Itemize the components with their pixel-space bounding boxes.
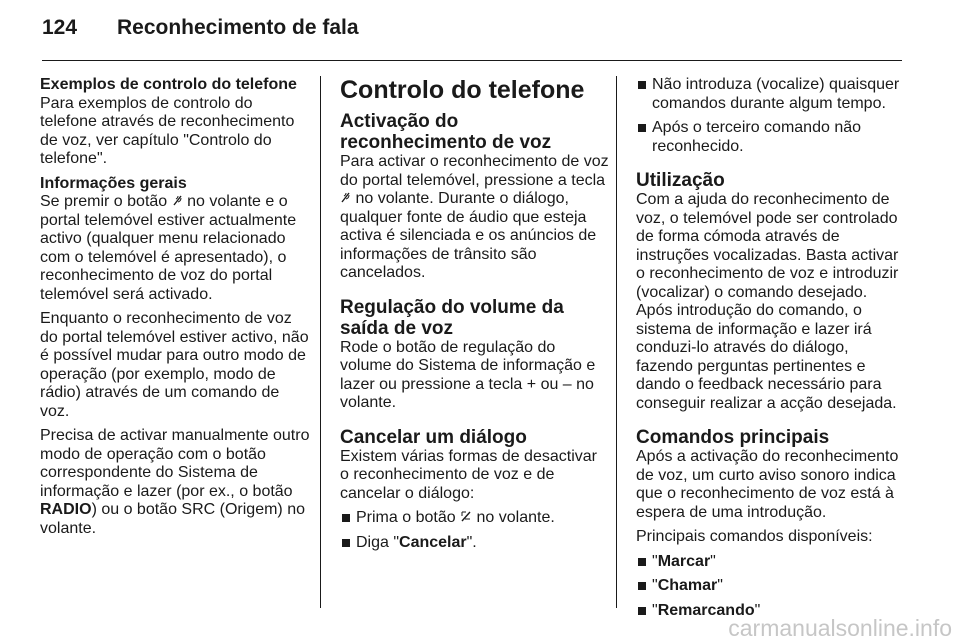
- cancel-list-continued: [636, 76, 906, 156]
- volume-text: Rode o botão de regulação do volume do Sistema de informação e lazer ou pressione a tecla + ou – no volante.: [340, 338, 596, 411]
- text-span: Não introduza (vocalize) quaisquer comandos durante algum tempo.: [652, 76, 900, 112]
- quote-mark: ": [710, 552, 716, 570]
- examples-text: Para exemplos de controlo do telefone através de reconhecimento de voz, ver capítulo "Controlo do telefone".: [40, 94, 295, 167]
- watermark: carmanualsonline.info: [728, 615, 952, 641]
- section-title: Controlo do telefone: [340, 76, 585, 104]
- text-span: no volante e o portal telemóvel estiver actualmente activo (qualquer menu relacionado com o telemóvel é apresentado), o reconhecimento de voz do portal telemóvel será activado.: [40, 193, 297, 303]
- bullet: [638, 124, 646, 132]
- volume-heading: Regulação do volume da saída de voz: [340, 296, 564, 339]
- list-item: [340, 534, 610, 553]
- quote-mark: ": [652, 577, 658, 594]
- command-remarcando: Remarcando: [657, 601, 755, 619]
- radio-button-label: RADIO: [40, 501, 92, 518]
- list-item: [636, 577, 906, 596]
- examples-heading: Exemplos de controlo do telefone: [40, 76, 297, 93]
- commands-text: Após a activação do reconhecimento de voz, um curto aviso sonoro indica que o reconhecimento de voz está à espera de uma introdução.: [636, 448, 899, 521]
- header-rule: [42, 60, 902, 61]
- page-header: [42, 16, 922, 48]
- text-span: ".: [466, 533, 477, 551]
- info-paragraph-1: [40, 193, 310, 304]
- column-divider: [320, 76, 321, 608]
- phone-hangup-icon: [460, 510, 472, 523]
- command-cancelar: Cancelar: [399, 533, 467, 551]
- bullet: [342, 514, 350, 522]
- info-paragraph-2: Enquanto o reconhecimento de voz do portal telemóvel estiver activo, não é possível mudar para outro modo de operação (por exemplo, modo de rádio) através de um comando de voz.: [40, 310, 309, 420]
- quote-mark: ": [652, 552, 658, 570]
- usage-text: Com a ajuda do reconhecimento de voz, o telemóvel pode ser controlado de forma cómoda através de instruções vocalizadas. Basta activar o reconhecimento de voz e introduzir (vocalizar) o comando desejado. Após introdução do comando, o sistema de informação e lazer irá conduzi-lo através do diálogo, fazendo perguntas pertinentes e dando o feedback necessário para conseguir realizar a acção desejada.: [636, 191, 899, 412]
- list-item: [636, 119, 906, 156]
- text-span: Precisa de activar manualmente outro modo de operação com o botão correspondente do Sistema de informação e lazer (por ex., o botão: [40, 427, 310, 500]
- chapter-title: Reconhecimento de fala: [117, 16, 359, 39]
- column-2: [340, 76, 610, 558]
- page-number: 124: [42, 16, 78, 39]
- quote-mark: ": [652, 601, 658, 619]
- text-span: Para activar o reconhecimento de voz do portal telemóvel, pressione a tecla: [340, 153, 609, 189]
- text-span: Se premir o botão: [40, 193, 172, 210]
- list-item: [340, 509, 610, 528]
- column-3: [636, 76, 906, 626]
- text-span: Prima o botão: [356, 509, 461, 526]
- text-span: no volante.: [472, 509, 555, 526]
- text-span: no volante. Durante o diálogo, qualquer fonte de áudio que esteja activa é silenciada e os anúncios de informações de trânsito são cancelados.: [340, 190, 597, 281]
- text-span: Diga ": [356, 533, 400, 551]
- cancel-list: [340, 509, 610, 552]
- commands-list: [636, 553, 906, 621]
- phone-talk-icon: [340, 191, 351, 204]
- info-paragraph-3: [40, 427, 310, 538]
- bullet: [638, 81, 646, 89]
- commands-intro: Principais comandos disponíveis:: [636, 528, 873, 545]
- bullet: [638, 607, 646, 615]
- bullet: [342, 539, 350, 547]
- info-heading: Informações gerais: [40, 174, 187, 192]
- phone-talk-icon: [172, 194, 183, 207]
- list-item: [636, 76, 906, 113]
- bullet: [638, 582, 646, 590]
- column-1: [40, 76, 310, 544]
- cancel-heading: Cancelar um diálogo: [340, 426, 527, 448]
- list-item: [636, 553, 906, 572]
- activation-heading: Activação do reconhecimento de voz: [340, 111, 552, 153]
- command-marcar: Marcar: [657, 552, 711, 570]
- quote-mark: ": [754, 601, 761, 619]
- usage-heading: Utilização: [636, 170, 725, 191]
- text-span: Após o terceiro comando não reconhecido.: [652, 119, 862, 155]
- command-chamar: Chamar: [657, 577, 718, 594]
- text-span: ) ou o botão SRC (Origem) no volante.: [40, 501, 305, 537]
- commands-heading: Comandos principais: [636, 427, 830, 448]
- bullet: [638, 558, 646, 566]
- quote-mark: ": [717, 577, 723, 594]
- column-divider: [616, 76, 617, 608]
- activation-text: [340, 153, 610, 283]
- cancel-text: Existem várias formas de desactivar o reconhecimento de voz e de cancelar o diálogo:: [340, 447, 597, 502]
